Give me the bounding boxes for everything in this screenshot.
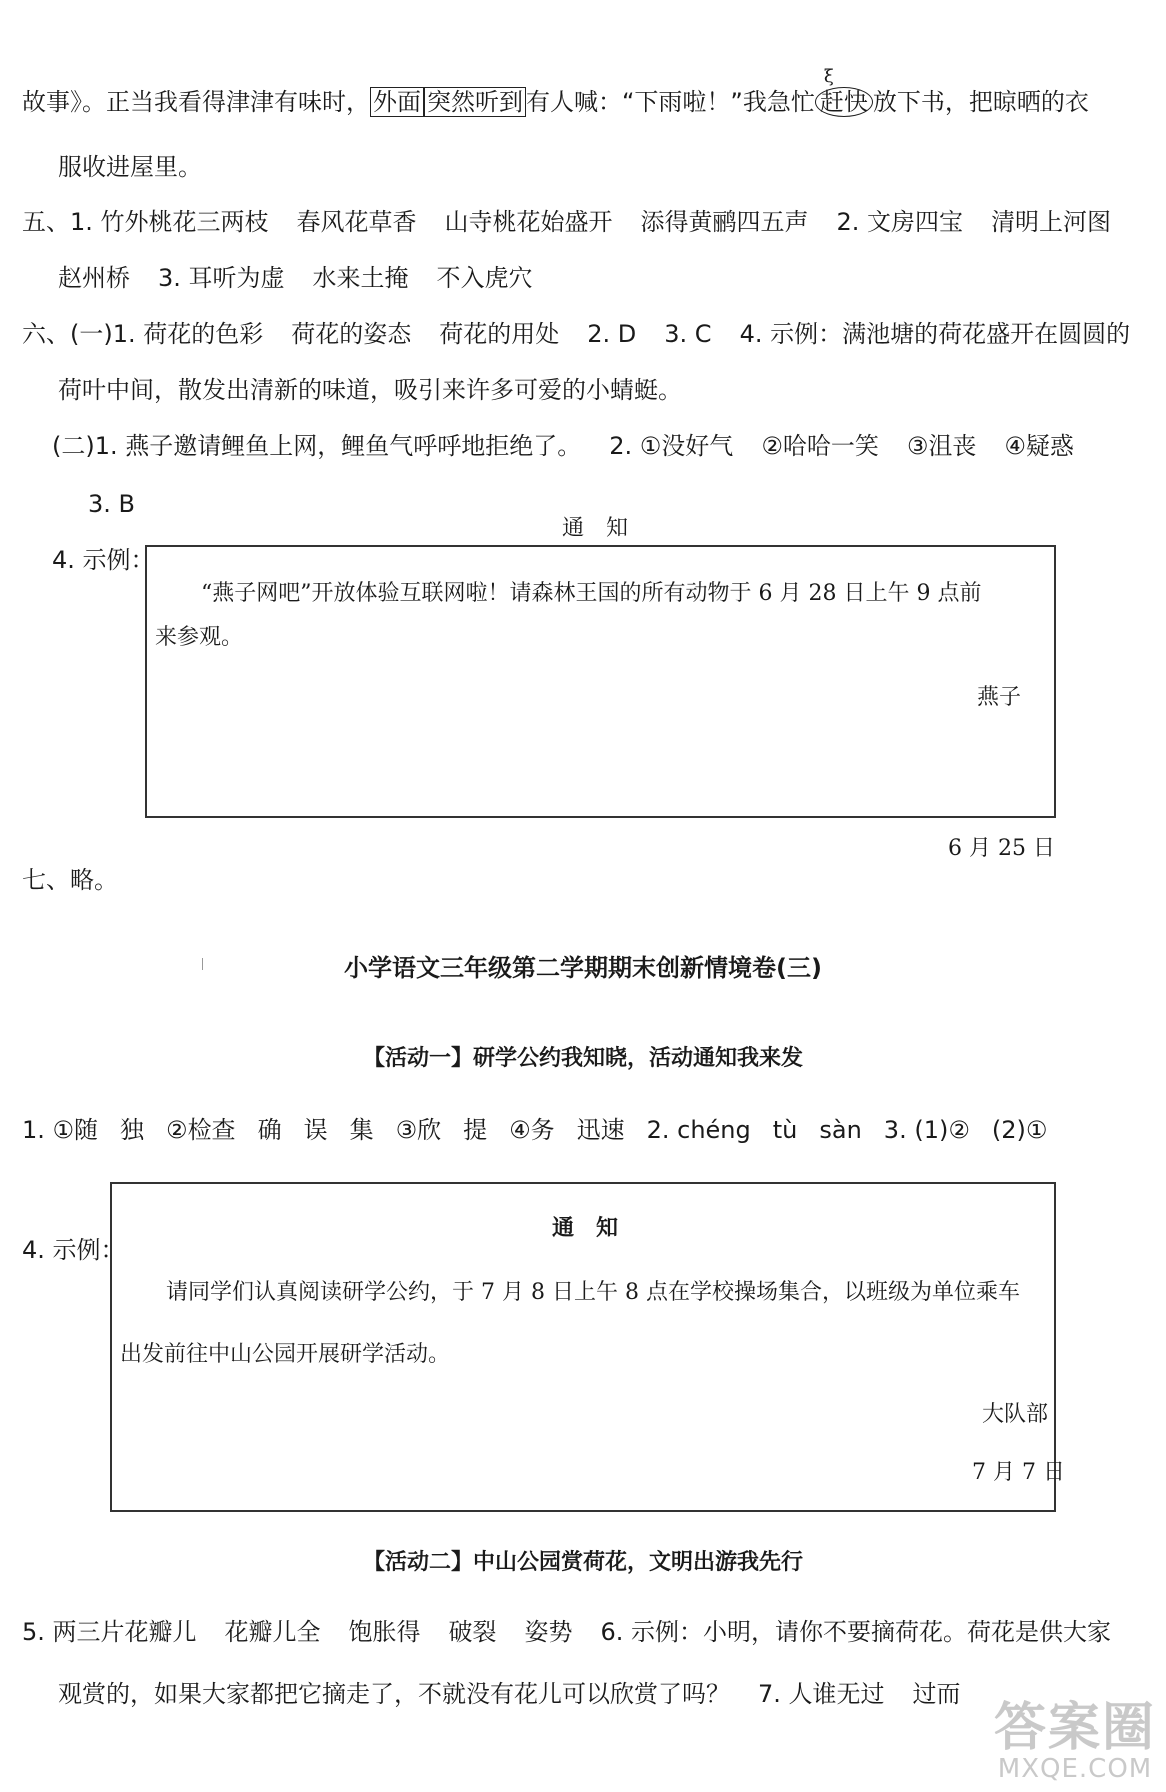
answer-item: ②哈哈一笑 (761, 432, 879, 460)
answer-item: ④务 (509, 1116, 555, 1144)
answer-item: 7. 人谁无过 (758, 1680, 885, 1708)
section-6-2-line-3: 3. B (88, 490, 135, 518)
answer-item: 1. ①随 (22, 1116, 99, 1144)
answer-item: 3. 耳听为虚 (158, 264, 285, 292)
notice-1-box (145, 545, 1056, 818)
line-text: 故事》。正当我看得津津有味时， (22, 88, 370, 116)
answer-item: (2)① (991, 1116, 1048, 1144)
correction-box: 外面 (370, 87, 424, 117)
answer-item: 2. chéng (646, 1116, 751, 1144)
answer-item: ②检查 (166, 1116, 236, 1144)
activity-2-heading: 【活动二】中山公园赏荷花，文明出游我先行 (362, 1550, 803, 1575)
notice-2-signature: 大队部 (982, 1402, 1049, 1427)
answer-item: 2. D (587, 320, 637, 348)
answer-item: 迅速 (576, 1116, 625, 1144)
answer-item: 荷花的姿态 (291, 320, 412, 348)
answer-item: 五、1. 竹外桃花三两枝 (22, 208, 269, 236)
section-6-line-2: 荷叶中间，散发出清新的味道，吸引来许多可爱的小蜻蜓。 (58, 376, 682, 404)
notice-1-date: 6 月 25 日 (948, 836, 1055, 861)
answer-item: 2. ①没好气 (609, 432, 734, 460)
answer-item: 饱胀得 (348, 1618, 421, 1646)
answer-item: 荷花的用处 (439, 320, 560, 348)
notice-1-body-line-2: 来参观。 (155, 625, 244, 650)
answer-item: (二)1. 燕子邀请鲤鱼上网，鲤鱼气呼呼地拒绝了。 (52, 432, 582, 460)
answer-item: 5. 两三片花瓣儿 (22, 1618, 197, 1646)
notice-2-body-line-1: 请同学们认真阅读研学公约，于 7 月 8 日上午 8 点在学校操场集合，以班级为单位乘车 (166, 1280, 1020, 1305)
correction-circle (815, 66, 873, 117)
answer-item: ④疑惑 (1004, 432, 1074, 460)
answer-item: 姿势 (524, 1618, 573, 1646)
answer-item: 过而 (912, 1680, 961, 1708)
notice-1-body-line-1: “燕子网吧”开放体验互联网啦！请森林王国的所有动物于 6 月 28 日上午 9 点前 (201, 581, 982, 606)
answer-item: 六、(一)1. 荷花的色彩 (22, 320, 264, 348)
answer-item: ③沮丧 (906, 432, 977, 460)
section-6-line-1 (22, 322, 1130, 346)
answer-item: tù (772, 1116, 798, 1144)
watermark-text: 答案圈 (993, 1698, 1156, 1758)
answer-item: 花瓣儿全 (224, 1618, 321, 1646)
watermark-logo (993, 1698, 1156, 1784)
section-5-line-1 (22, 210, 1111, 234)
answer-item: 集 (349, 1116, 374, 1144)
section-title: 小学语文三年级第二学期期末创新情境卷(三) (344, 954, 822, 982)
answer-item: 4. 示例：满池塘的荷花盛开在圆圆的 (739, 320, 1131, 348)
answer-item: 清明上河图 (991, 208, 1112, 236)
answer-item: 独 (120, 1116, 145, 1144)
answer-item: 破裂 (448, 1618, 497, 1646)
activity-1-heading: 【活动一】研学公约我知晓，活动通知我来发 (362, 1046, 803, 1071)
answer-item: ③欣 (395, 1116, 442, 1144)
line-text: 放下书，把晾晒的衣 (872, 88, 1089, 116)
section-6-2-line-1 (52, 434, 1074, 458)
answer-line-2: 服收进屋里。 (58, 153, 202, 181)
answer-item: 春风花草香 (296, 208, 417, 236)
circled-text: 赶快 (819, 88, 868, 116)
notice-2-title: 通 知 (552, 1216, 619, 1241)
answer-item: 6. 示例：小明，请你不要摘荷花。荷花是供大家 (600, 1618, 1112, 1646)
answer-item: 3. (1)② (883, 1116, 970, 1144)
answer-item: 误 (303, 1116, 328, 1144)
answer-item: 3. C (664, 320, 712, 348)
notice-2-body-line-2: 出发前往中山公园开展研学活动。 (120, 1342, 451, 1367)
notice-2-date: 7 月 7 日 (972, 1460, 1065, 1485)
notice-1-title: 通 知 (562, 516, 629, 541)
answer-item: sàn (819, 1116, 862, 1144)
activity-2-line-2 (58, 1682, 961, 1706)
answer-item: 观赏的，如果大家都把它摘走了，不就没有花儿可以欣赏了吗？ (58, 1680, 730, 1708)
activity-1-line-4-label: 4. 示例： (22, 1236, 125, 1264)
activity-2-line-1 (22, 1620, 1111, 1644)
section-7: 七、略。 (22, 866, 118, 894)
answer-item: 2. 文房四宝 (836, 208, 964, 236)
answer-item: 赵州桥 (58, 264, 130, 292)
answer-item: 提 (463, 1116, 488, 1144)
answer-item: 不入虎穴 (436, 264, 533, 292)
notice-1-signature: 燕子 (977, 685, 1022, 710)
correction-mark: ξ (823, 66, 834, 87)
correction-box: 突然听到 (424, 87, 526, 117)
notice-2-box (110, 1182, 1065, 1512)
answer-item: 确 (257, 1116, 282, 1144)
watermark-url: MXQE.COM (997, 1754, 1153, 1784)
answer-item: 水来土掩 (312, 264, 409, 292)
section-5-line-2 (58, 266, 533, 290)
section-6-2-line-4-label: 4. 示例： (52, 546, 155, 574)
activity-1-line-1 (22, 1118, 1047, 1142)
answer-item: 山寺桃花始盛开 (444, 208, 613, 236)
answer-item: 添得黄鹂四五声 (640, 208, 809, 236)
answer-line-1 (22, 66, 1089, 116)
line-text: 有人喊：“下雨啦！”我急忙 (526, 88, 815, 116)
